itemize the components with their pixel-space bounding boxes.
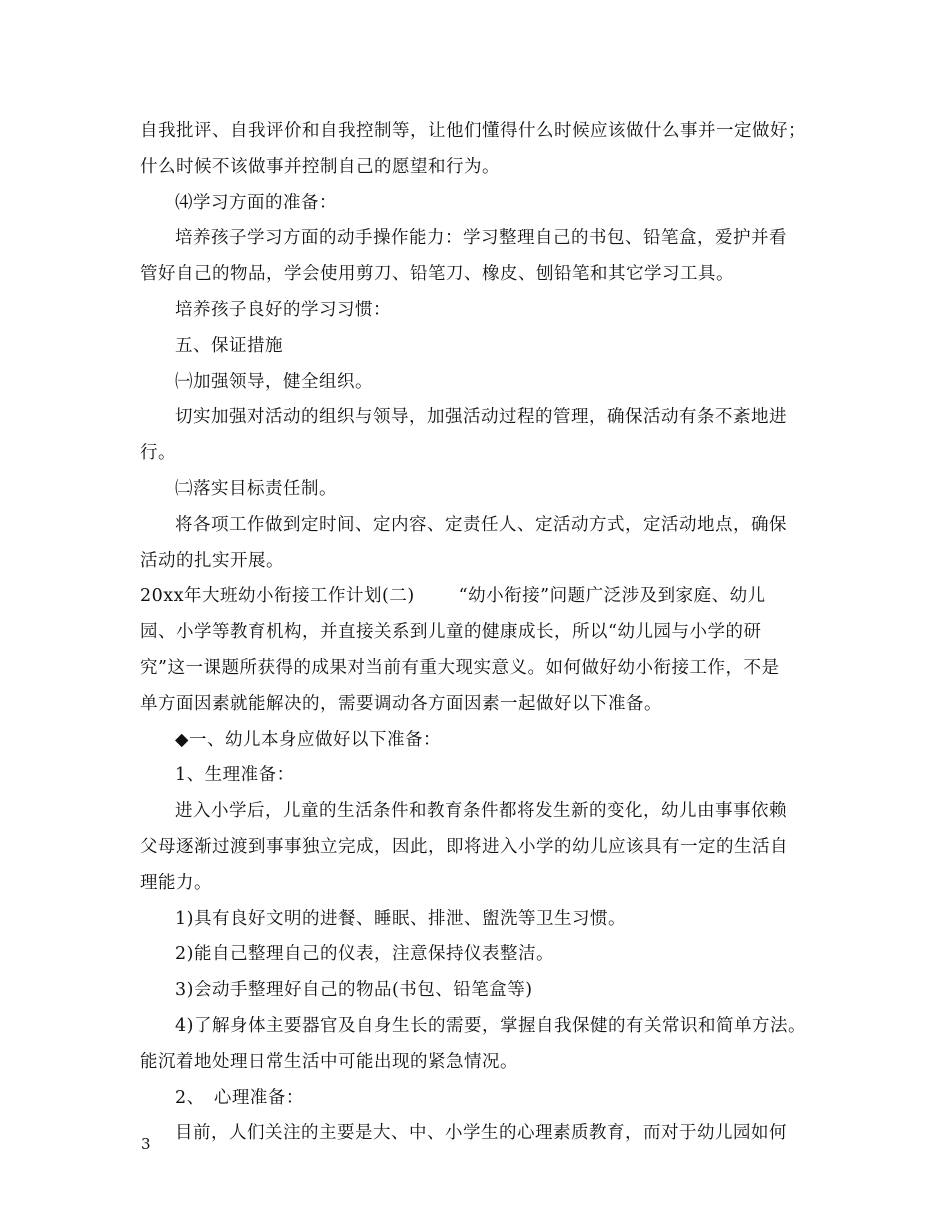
text-line: ◆一、幼儿本身应做好以下准备： — [175, 729, 441, 750]
text-line: ㈠加强领导，健全组织。 — [175, 371, 373, 392]
text-line: 2)能自己整理自己的仪表，注意保持仪表整洁。 — [175, 944, 554, 965]
text-line: 什么时候不该做事并控制自己的愿望和行为。 — [140, 156, 500, 177]
text-line: 父母逐渐过渡到事事独立完成，因此，即将进入小学的幼儿应该具有一定的生活自 — [140, 836, 788, 857]
text-line: ㈡落实目标责任制。 — [175, 478, 337, 499]
text-line: ⑷学习方面的准备： — [175, 192, 337, 213]
text-line: 究”这一课题所获得的成果对当前有重大现实意义。如何做好幼小衔接工作，不是 — [140, 657, 780, 678]
text-line: 3)会动手整理好自己的物品(书包、铅笔盒等) — [175, 980, 533, 1001]
text-line: 进入小学后，儿童的生活条件和教育条件都将发生新的变化，幼儿由事事依赖 — [175, 801, 787, 822]
text-line: 能沉着地处理日常生活中可能出现的紧急情况。 — [140, 1051, 518, 1072]
page-number: 3 — [141, 1135, 151, 1153]
text-line: 五、保证措施 — [175, 335, 283, 356]
text-line: 理能力。 — [140, 872, 212, 893]
text-line: 将各项工作做到定时间、定内容、定责任人、定活动方式，定活动地点，确保 — [175, 514, 787, 535]
body-text — [140, 114, 820, 1152]
text-line: 1)具有良好文明的进餐、睡眠、排泄、盥洗等卫生习惯。 — [175, 908, 626, 929]
text-line: 1、生理准备： — [175, 765, 295, 786]
text-line: 目前，人们关注的主要是大、中、小学生的心理素质教育，而对于幼儿园如何 — [175, 1123, 787, 1144]
section-title: 20xx年大班幼小衔接工作计划(二) — [140, 586, 415, 607]
text-line: 自我批评、自我评价和自我控制等，让他们懂得什么时候应该做什么事并一定做好； — [140, 121, 806, 141]
text-line: 培养孩子良好的学习习惯： — [175, 299, 391, 320]
text-line: 切实加强对活动的组织与领导，加强活动过程的管理，确保活动有条不紊地进 — [175, 407, 787, 428]
text-line — [140, 579, 820, 615]
text-line: 2、 心理准备： — [175, 1087, 304, 1108]
text-line: 培养孩子学习方面的动手操作能力：学习整理自己的书包、铅笔盒，爱护并看 — [175, 228, 787, 249]
text-line: 4)了解身体主要器官及自身生长的需要，掌握自我保健的有关常识和简单方法。 — [175, 1015, 806, 1036]
paragraph-text: “幼小衔接”问题广泛涉及到家庭、幼儿 — [458, 586, 766, 607]
text-line: 管好自己的物品，学会使用剪刀、铅笔刀、橡皮、刨铅笔和其它学习工具。 — [140, 264, 734, 285]
text-line: 单方面因素就能解决的，需要调动各方面因素一起做好以下准备。 — [140, 693, 662, 714]
text-line: 活动的扎实开展。 — [140, 550, 284, 571]
text-line: 园、小学等教育机构，并直接关系到儿童的健康成长，所以“幼儿园与小学的研 — [140, 622, 762, 643]
text-line: 行。 — [140, 443, 176, 464]
